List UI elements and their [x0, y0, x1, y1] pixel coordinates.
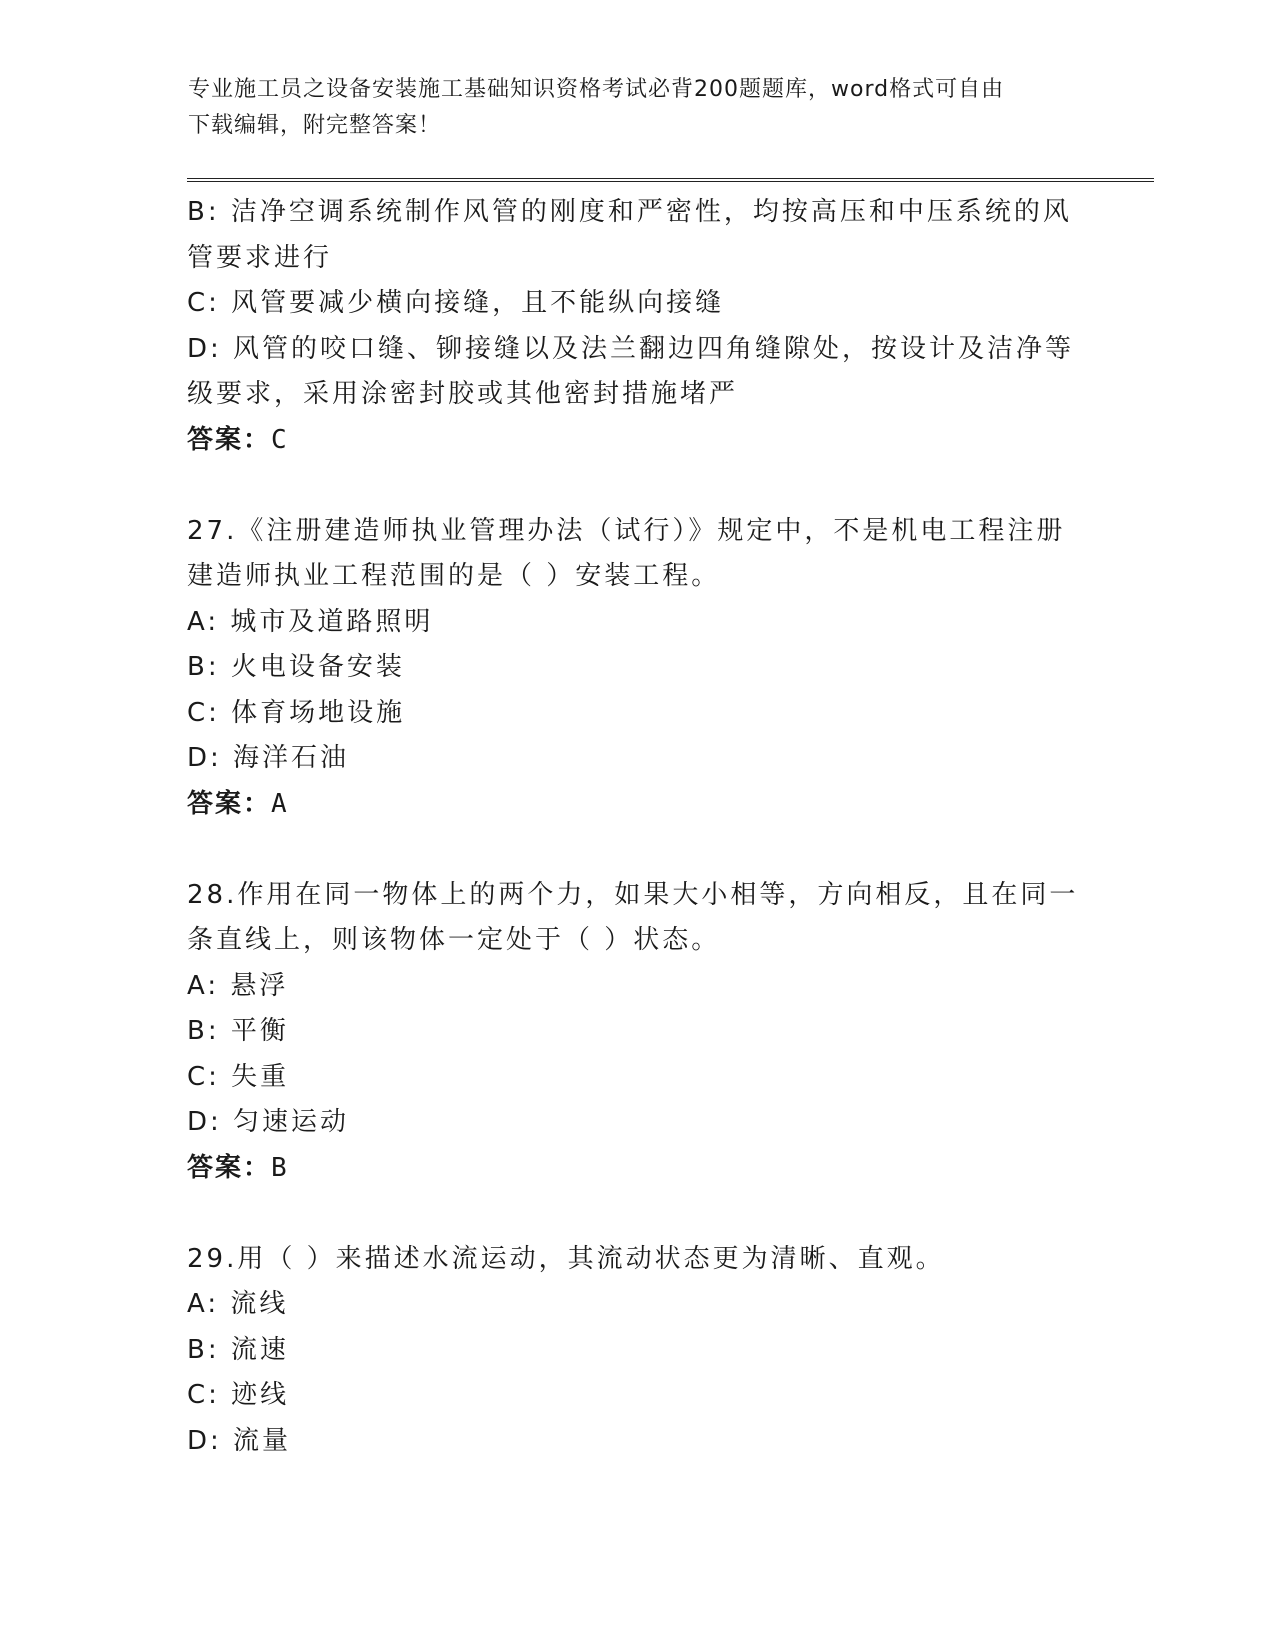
option-d: D: 风管的咬口缝、铆接缝以及法兰翻边四角缝隙处，按设计及洁净等 — [187, 333, 1075, 364]
option-b: B: 洁净空调系统制作风管的刚度和严密性，均按高压和中压系统的风 — [187, 197, 1072, 227]
question-stem: 28.作用在同一物体上的两个力，如果大小相等，方向相反，且在同一 — [187, 879, 1079, 910]
answer — [187, 418, 1087, 464]
answer-label: 答案： — [187, 1152, 272, 1183]
header-line-2: 下载编辑，附完整答案！ — [188, 113, 442, 138]
spacer — [187, 463, 1087, 509]
question-stem-cont: 建造师执业工程范围的是（ ）安装工程。 — [187, 561, 721, 591]
header-divider — [187, 178, 1154, 182]
option-c: C: 迹线 — [187, 1380, 290, 1410]
spacer — [187, 827, 1087, 873]
answer — [187, 1146, 1087, 1192]
option-d: D: 匀速运动 — [187, 1107, 350, 1137]
option-a: A: 悬浮 — [187, 970, 289, 1001]
question-stem: 27.《注册建造师执业管理办法（试行）》规定中，不是机电工程注册 — [187, 515, 1066, 546]
option-b: B: 流速 — [187, 1334, 289, 1365]
answer-label: 答案： — [187, 424, 272, 455]
option-a: A: 城市及道路照明 — [187, 606, 434, 637]
option-a: A: 流线 — [187, 1289, 289, 1319]
document-header — [188, 72, 1088, 144]
option-d: D: 海洋石油 — [187, 743, 350, 773]
option-c: C: 失重 — [187, 1061, 290, 1092]
option-b: B: 火电设备安装 — [187, 652, 405, 682]
option-d: D: 流量 — [187, 1425, 292, 1456]
answer — [187, 782, 1087, 828]
answer-value: B — [271, 1152, 289, 1183]
question-28 — [187, 873, 1087, 1192]
question-list — [187, 190, 1087, 1464]
question-27 — [187, 509, 1087, 828]
option-c: C: 风管要减少横向接缝，且不能纵向接缝 — [187, 288, 725, 318]
answer-value: A — [271, 788, 289, 819]
option-b-cont: 管要求进行 — [187, 242, 333, 273]
question-29 — [187, 1237, 1087, 1465]
answer-label: 答案： — [187, 788, 272, 819]
answer-value: C — [271, 424, 289, 455]
option-b: B: 平衡 — [187, 1016, 289, 1046]
question-prev — [187, 190, 1087, 463]
option-c: C: 体育场地设施 — [187, 697, 406, 728]
question-stem: 29.用（ ）来描述水流运动，其流动状态更为清晰、直观。 — [187, 1243, 945, 1274]
header-line-1: 专业施工员之设备安装施工基础知识资格考试必背200题题库，word格式可自由 — [188, 77, 1005, 102]
question-stem-cont: 条直线上，则该物体一定处于（ ）状态。 — [187, 925, 721, 955]
spacer — [187, 1191, 1087, 1237]
option-d-cont: 级要求，采用涂密封胶或其他密封措施堵严 — [187, 379, 739, 409]
